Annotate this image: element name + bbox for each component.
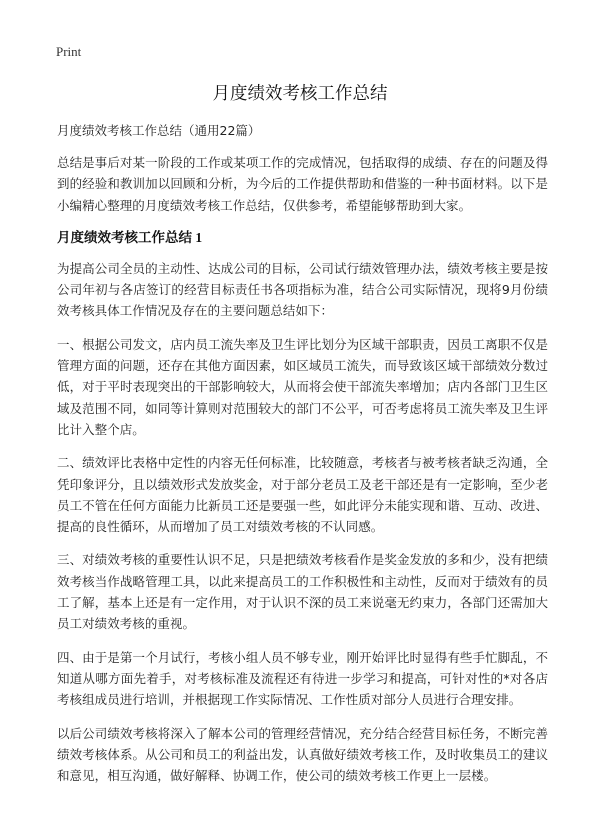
document-subtitle: 月度绩效考核工作总结（通用22篇） (57, 123, 261, 138)
body-paragraph: 二、绩效评比表格中定性的内容无任何标准，比较随意，考核者与被考核者缺乏沟通，全凭印象评分，且以绩效形式发放奖金，对于部分老员工及老干部还是有一定影响，至少老员工不管在任何方面能力比新员工还是要强一些，如此评分未能实现和谐、互动、改进、提高的良性循环，从而增加了员工对绩效考核的不认同感。 (57, 455, 548, 535)
print-link[interactable]: Print (56, 44, 82, 59)
section-heading: 月度绩效考核工作总结 1 (57, 229, 203, 245)
body-paragraph: 以后公司绩效考核将深入了解本公司的管理经营情况，充分结合经营目标任务，不断完善绩效考核体系。从公司和员工的利益出发，认真做好绩效考核工作，及时收集员工的建议和意见，相互沟通，做好解释、协调工作，使公司的绩效考核工作更上一层楼。 (57, 725, 548, 784)
body-paragraph: 四、由于是第一个月试行，考核小组人员不够专业，刚开始评比时显得有些手忙脚乱，不知道从哪方面先着手，对考核标准及流程还有待进一步学习和提高，可针对性的*对各店考核组成员进行培训，并根据现工作实际情况、工作性质对部分人员进行合理安排。 (57, 649, 548, 708)
document-body (57, 121, 548, 798)
body-paragraph: 三、对绩效考核的重要性认识不足，只是把绩效考核看作是奖金发放的多和少，没有把绩效考核当作战略管理工具，以此来提高员工的工作积极性和主动性，反而对于绩效有的员工了解，基本上还是有一定作用，对于认识不深的员工来说毫无约束力，各部门还需加大员工对绩效考核的重视。 (57, 552, 548, 632)
intro-paragraph: 总结是事后对某一阶段的工作或某项工作的完成情况，包括取得的成绩、存在的问题及得到的经验和教训加以回顾和分析，为今后的工作提供帮助和借鉴的一种书面材料。以下是小编精心整理的月度绩效考核工作总结，仅供参考，希望能够帮助到大家。 (57, 155, 548, 213)
document-title: 月度绩效考核工作总结 (212, 84, 388, 104)
body-paragraph: 为提高公司全员的主动性、达成公司的目标，公司试行绩效管理办法，绩效考核主要是按公司年初与各店签订的经营目标责任书各项指标为准，结合公司实际情况，现将9月份绩效考核具体工作情况及存在的主要问题总结如下： (57, 260, 548, 319)
body-paragraph: 一、根据公司发文，店内员工流失率及卫生评比划分为区域干部职责，因员工离职不仅是管理方面的问题，还存在其他方面因素，如区域员工流失，而导致该区域干部绩效分数过低，对于平时表现突出的干部影响较大，从而将会使干部流失率增加；店内各部门卫生区域及范围不同，如同等计算则对范围较大的部门不公平，可否考虑将员工流失率及卫生评比计入整个店。 (57, 336, 548, 437)
